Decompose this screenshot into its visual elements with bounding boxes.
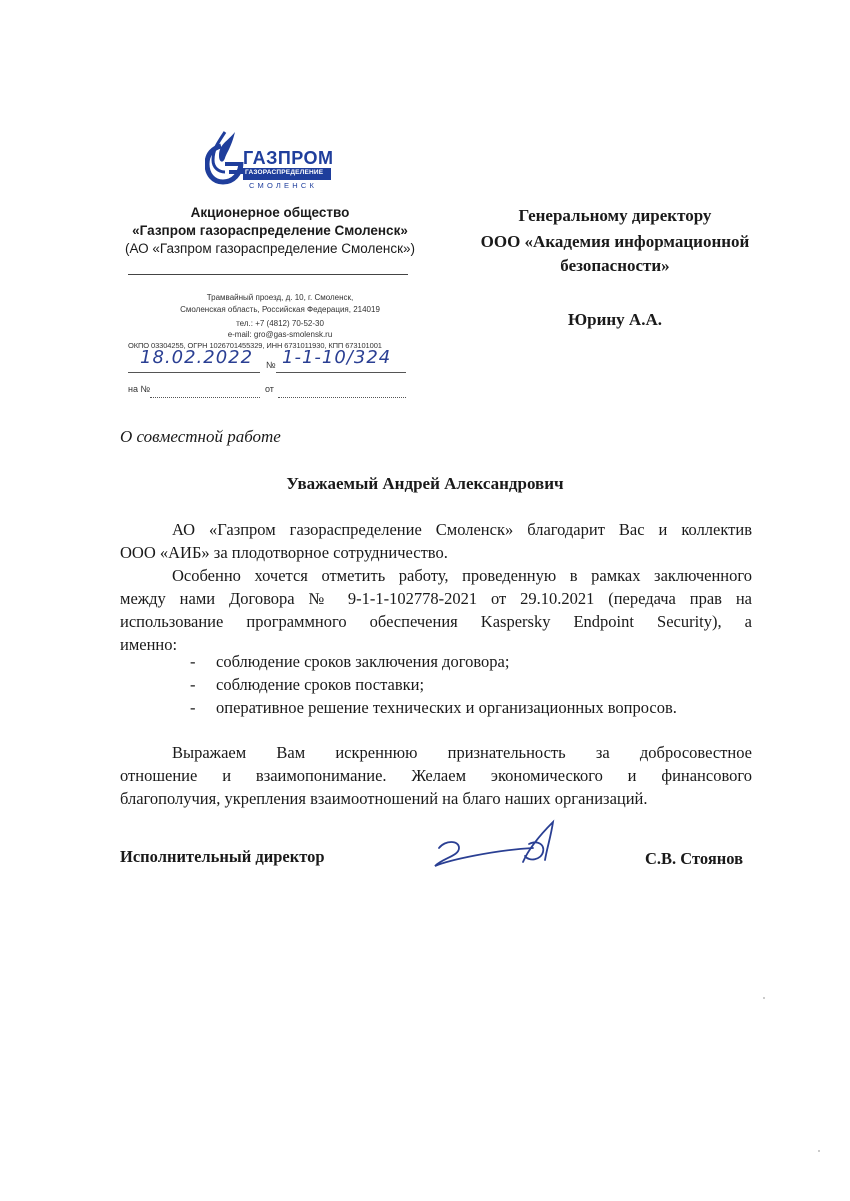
list-item-text: соблюдение сроков поставки; (216, 675, 425, 694)
addressee-position: Генеральному директору (518, 206, 712, 225)
org-full-name: «Газпром газораспределение Смоленск» (132, 223, 408, 238)
letterhead-divider (128, 274, 408, 275)
paragraph-3-line-2: отношение и взаимопонимание. Желаем экономического и финансового (120, 766, 752, 785)
bullet-marker: - (190, 652, 196, 671)
paragraph-2-line-2: между нами Договора № 9-1-1-102778-2021 от 29.10.2021 (передача прав на (120, 589, 752, 608)
reply-to-date-label: от (265, 384, 274, 394)
contact-region-line: Смоленская область, Российская Федерация, 214019 (180, 305, 380, 314)
logo-wordmark: ГАЗПРОМ (243, 148, 334, 168)
reply-to-number-line (150, 397, 260, 398)
signatory-position: Исполнительный директор (120, 847, 325, 866)
contact-phone: тел.: +7 (4812) 70-52-30 (236, 319, 324, 328)
signatory-name: С.В. Стоянов (645, 849, 744, 868)
paragraph-2-line-4: именно: (120, 635, 178, 654)
scan-speck (763, 997, 765, 999)
paragraph-1-line-1: АО «Газпром газораспределение Смоленск» благодарит Вас и коллектив (172, 520, 752, 539)
letter-subject: О совместной работе (120, 427, 281, 446)
gazprom-flame-icon (205, 128, 245, 192)
contact-address-line: Трамвайный проезд, д. 10, г. Смоленск, (206, 293, 354, 302)
reply-to-number-label: на № (128, 384, 151, 394)
registration-date: 18.02.2022 (140, 347, 254, 368)
logo-subtitle: ГАЗОРАСПРЕДЕЛЕНИЕ (245, 169, 324, 176)
org-short-name: (АО «Газпром газораспределение Смоленск») (124, 241, 416, 256)
paragraph-3-line-3: благополучия, укрепления взаимоотношений на благо наших организаций. (120, 789, 648, 808)
addressee-company: ООО «Академия информационной (480, 232, 750, 251)
registration-number: 1-1-10/324 (282, 347, 392, 368)
date-underline (128, 372, 260, 373)
reply-to-date-line (278, 397, 406, 398)
contact-email: e-mail: gro@gas-smolensk.ru (227, 330, 333, 339)
number-underline (276, 372, 406, 373)
addressee-company-cont: безопасности» (560, 256, 670, 275)
bullet-marker: - (190, 698, 196, 717)
scan-speck (818, 1150, 820, 1152)
registration-number-label: № (266, 360, 276, 370)
logo-city: СМОЛЕНСК (249, 181, 318, 190)
org-legal-form: Акционерное общество (190, 205, 350, 220)
paragraph-2-line-3: использование программного обеспечения Kaspersky Endpoint Security), а (120, 612, 752, 631)
contact-registry-codes: ОКПО 03304255, ОГРН 1026701455329, ИНН 6731011930, КПП 673101001 (128, 341, 382, 350)
bullet-marker: - (190, 675, 196, 694)
paragraph-1-line-2: ООО «АИБ» за плодотворное сотрудничество. (120, 543, 448, 562)
list-item-text: оперативное решение технических и организационных вопросов. (216, 698, 677, 717)
addressee-name: Юрину А.А. (568, 310, 662, 329)
paragraph-3-line-1: Выражаем Вам искреннюю признательность за добросовестное (172, 743, 752, 762)
paragraph-2-line-1: Особенно хочется отметить работу, проведенную в рамках заключенного (172, 566, 752, 585)
salutation: Уважаемый Андрей Александрович (286, 474, 564, 493)
list-item-text: соблюдение сроков заключения договора; (216, 652, 510, 671)
gazprom-logo (205, 128, 335, 194)
handwritten-signature (425, 818, 575, 878)
